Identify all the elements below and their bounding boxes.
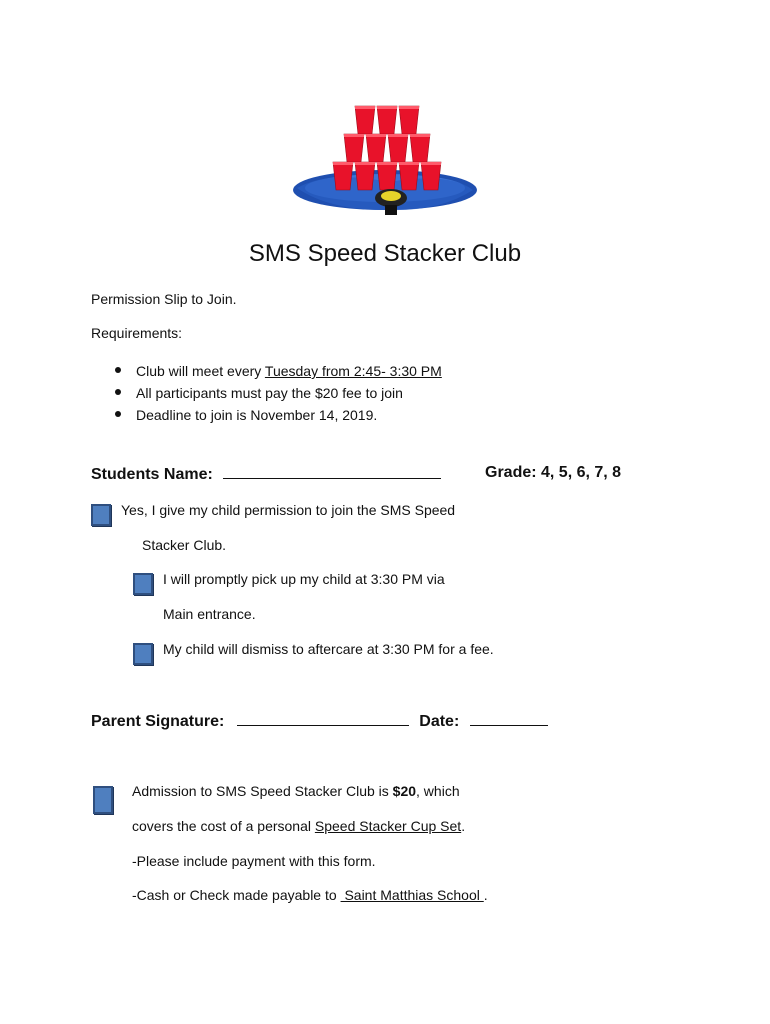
parent-signature-row: [91, 711, 548, 731]
date-field[interactable]: [470, 711, 548, 726]
bullet-icon: [115, 411, 121, 417]
requirements-list: [113, 361, 442, 427]
page-title: SMS Speed Stacker Club: [248, 240, 522, 267]
admission-text-line1: Admission to SMS Speed Stacker Club is $20, which: [132, 783, 460, 799]
intro-text: Permission Slip to Join.: [91, 291, 237, 307]
list-item: Deadline to join is November 14, 2019.: [113, 405, 442, 427]
cups-illustration: [289, 92, 481, 224]
aftercare-checkbox[interactable]: [133, 643, 153, 665]
permission-text-line1: Yes, I give my child permission to join the SMS Speed: [121, 502, 456, 518]
pickup-text-line2: Main entrance.: [163, 606, 256, 622]
admission-text-line4: -Cash or Check made payable to Saint Matthias School .: [132, 887, 488, 903]
grade-label: Grade: 4, 5, 6, 7, 8: [485, 464, 622, 481]
aftercare-text: My child will dismiss to aftercare at 3:30 PM for a fee.: [163, 641, 494, 657]
student-name-label: Students Name:: [91, 466, 213, 483]
admission-text-line3: -Please include payment with this form.: [132, 853, 376, 869]
pickup-checkbox[interactable]: [133, 573, 153, 595]
bullet-icon: [115, 367, 121, 373]
student-name-field[interactable]: [223, 464, 441, 479]
date-label: Date:: [419, 713, 460, 730]
bullet-icon: [115, 389, 121, 395]
permission-text-line2: Stacker Club.: [142, 537, 227, 553]
admission-text-line2: covers the cost of a personal Speed Stacker Cup Set.: [132, 818, 466, 834]
speed-stack-cups-image: [289, 92, 481, 224]
parent-signature-label: Parent Signature:: [91, 713, 225, 730]
admission-checkbox[interactable]: [93, 786, 113, 814]
parent-signature-field[interactable]: [237, 711, 409, 726]
pickup-text-line1: I will promptly pick up my child at 3:30 PM via: [163, 571, 445, 587]
requirements-label: Requirements:: [91, 325, 183, 341]
list-item: Club will meet every Tuesday from 2:45- 3:30 PM: [113, 361, 442, 383]
list-item: All participants must pay the $20 fee to join: [113, 383, 442, 405]
permission-checkbox[interactable]: [91, 504, 111, 526]
student-name-row: [91, 464, 441, 484]
